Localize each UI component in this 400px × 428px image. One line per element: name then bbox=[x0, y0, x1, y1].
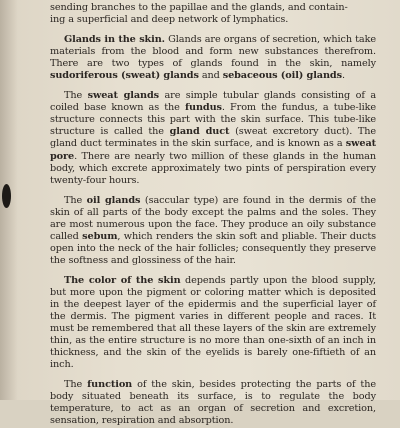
body-text: . bbox=[341, 70, 345, 82]
sweat-glands-paragraph bbox=[50, 90, 376, 186]
term: The color of the skin bbox=[64, 274, 181, 286]
oil-glands-paragraph bbox=[50, 195, 376, 267]
term: sebaceous (oil) glands bbox=[222, 70, 342, 82]
body-text: The bbox=[64, 194, 87, 206]
body-text: are simple tubular glands consisting of a coiled base known as the bbox=[50, 90, 377, 114]
term: sweat pore bbox=[50, 138, 376, 162]
skin-function-paragraph bbox=[50, 379, 376, 427]
body-text: Glands are organs of secretion, which take materials from the blood and form new substances therefrom. There are two types of glands found in the skin, namely bbox=[50, 34, 376, 70]
body-text: (saccular type) are found in the dermis of the skin of all parts of the body except the palms and the soles. They are most numerous upon the face. They produce an oily substance called bbox=[50, 194, 376, 242]
term: sebum bbox=[82, 230, 118, 242]
body-text: depends partly upon the blood supply, but more upon the pigment or coloring matter which is deposited in the deepest layer of the epidermis and the superficial layer of the dermis. The pigment varies in different people and races. It must be remembered that all these layers of the skin are extremely thin, as the entire structure is no more than one-sixth of an inch in thickness, and the skin of the eyelids is barely one-fiftieth of an inch. bbox=[50, 274, 376, 371]
continued-paragraph bbox=[50, 2, 376, 26]
term: function bbox=[87, 379, 133, 391]
body-text: and bbox=[198, 70, 223, 82]
term: gland duct bbox=[169, 126, 230, 138]
term: fundus bbox=[184, 102, 222, 114]
skin-color-paragraph bbox=[50, 275, 376, 371]
binding-hole bbox=[2, 184, 11, 208]
text-line: ing a superficial and deep network of lymphatics. bbox=[50, 14, 289, 26]
body-text: , which renders the skin soft and pliable. Their ducts open into the neck of the hair follicles; consequently they preserve the softness and glossiness of the hair. bbox=[50, 230, 376, 266]
body-text: (sweat excretory duct). The gland duct terminates in the skin surface, and is known as a bbox=[50, 126, 376, 150]
term: sweat glands bbox=[87, 90, 160, 102]
glands-paragraph bbox=[50, 34, 376, 82]
body-text: . There are nearly two million of these glands in the human body, which excrete approximately two pints of perspiration every twenty-four hours. bbox=[50, 150, 376, 186]
section-heading: Glands in the skin. bbox=[64, 34, 165, 46]
term: oil glands bbox=[86, 194, 141, 206]
body-text: The bbox=[64, 90, 88, 102]
body-text: The bbox=[64, 379, 88, 391]
body-text: . From the fundus, a tube-like structure connects this part with the skin surface. This tube-like structure is called the bbox=[50, 102, 376, 138]
text-line: sending branches to the papillae and the glands, and contain- bbox=[50, 2, 348, 13]
term: sudoriferous (sweat) glands bbox=[50, 70, 199, 82]
body-text: of the skin, besides protecting the parts of the body situated beneath its surface, is to regulate the body temperature, to act as an organ of secretion and excretion, sensation, respiration and absorption. bbox=[50, 379, 376, 427]
